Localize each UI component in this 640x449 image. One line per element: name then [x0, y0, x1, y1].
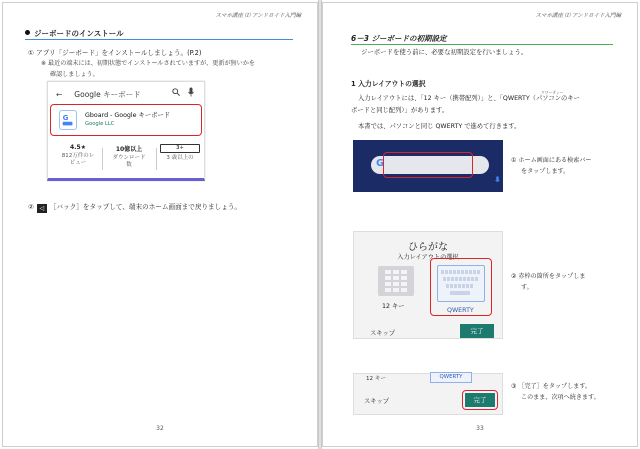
section-heading — [25, 28, 293, 40]
paragraph-line-1: 入力レイアウトには、「12 キー（携帯配列）」と、「QWERTY（パソコンのキー — [358, 95, 580, 102]
age-rating-label: 3 歳以上の — [166, 155, 194, 161]
chapter-intro: ジーボードを使う前に、必要な初期設定を行いましょう。 — [361, 48, 528, 56]
step-2-number: ② — [28, 203, 34, 211]
app-developer: Google LLC — [85, 121, 115, 127]
paragraph-2: 本書では、パソコンと同じ QWERTY で進めて行きます。 — [358, 123, 521, 130]
google-logo-icon: G — [376, 158, 385, 169]
note-line-1: ※ 最近の端末には、初期状態でインストールされていますが、更新が無いかを — [41, 60, 255, 67]
reviews-line-1: 812万件のレ — [61, 153, 95, 159]
hiragana-title: ひらがな — [408, 242, 448, 253]
qwerty-label: QWERTY — [447, 307, 474, 314]
caption-2 — [511, 271, 621, 293]
twelve-key-label: 12 キー — [366, 376, 387, 382]
home-screen-screenshot — [353, 140, 503, 192]
page-number: 33 — [476, 425, 484, 432]
subsection-title: 1 入力レイアウトの選択 — [351, 80, 426, 88]
downloads-sub-2: 数 — [126, 162, 132, 168]
rating-value: 4.5★ — [69, 144, 86, 151]
svg-text:G: G — [62, 113, 69, 122]
qwerty-label: QWERTY — [430, 372, 472, 383]
stat-divider — [156, 148, 157, 170]
gboard-app-highlight — [50, 104, 202, 136]
play-store-screenshot — [47, 81, 205, 181]
chapter-title: 6－3 ジーボードの初期設定 — [351, 33, 613, 45]
right-page — [322, 2, 638, 447]
reviews-line-2: ビュー — [69, 160, 87, 166]
left-page — [2, 2, 318, 447]
running-head: スマホ講座 ⑴ アンドロイド入門編 — [535, 13, 621, 19]
ruby-text: クワーティー — [541, 90, 564, 95]
age-rating-stat — [160, 144, 200, 162]
downloads-value: 10億以上 — [115, 146, 143, 153]
twelve-key-grid-icon — [378, 266, 414, 296]
caption-2-line-2: す。 — [521, 284, 533, 291]
caption-1-line-2: をタップします。 — [521, 168, 570, 175]
twelve-key-keyboard-preview — [378, 266, 414, 296]
done-label: 完了 — [465, 393, 495, 407]
note-line-2: 確認しましょう。 — [50, 70, 99, 78]
layout-paragraph — [351, 93, 613, 117]
done-label: 完了 — [460, 324, 494, 338]
keyboard-icon — [60, 111, 76, 129]
running-head: スマホ講座 ⑴ アンドロイド入門編 — [215, 13, 301, 19]
step-2-body: ［バック］をタップして、端末のホーム画面まで戻りましょう。 — [49, 203, 242, 211]
search-icon — [172, 88, 180, 96]
bullet-icon — [25, 30, 30, 35]
layout-select-subtitle: 入力レイアウトの選択 — [397, 254, 459, 261]
mic-icon — [495, 175, 500, 185]
app-name: Gboard - Google キーボード — [85, 112, 171, 119]
store-search-bar — [56, 89, 141, 100]
step-1-text: ① アプリ「ジーボード」をインストールしましょう。(P.2) — [28, 49, 202, 57]
page-number: 32 — [156, 425, 164, 432]
search-bar-highlight — [383, 152, 473, 178]
skip-label: スキップ — [370, 330, 396, 337]
paragraph-line-2: ボードと同じ配列）」があります。 — [351, 107, 449, 114]
gboard-app-icon — [59, 110, 77, 130]
caption-1 — [511, 155, 621, 177]
store-search-text: Google キーボード — [74, 90, 141, 99]
caption-3 — [511, 381, 621, 403]
downloads-sub-1: ダウンロード — [112, 155, 146, 161]
stat-divider — [102, 148, 103, 170]
note-text — [41, 59, 296, 80]
age-rating-badge: 3+ — [160, 144, 200, 153]
caption-1-line-1: ① ホーム画面にある検索バー — [511, 157, 592, 164]
back-key-icon: ◁ — [37, 204, 47, 213]
twelve-key-label: 12 キー — [382, 303, 405, 310]
layout-select-screenshot — [353, 231, 503, 339]
caption-3-line-2: このまま、次項へ続きます。 — [521, 394, 600, 401]
back-arrow-icon: ← — [56, 90, 63, 99]
mic-icon — [188, 87, 194, 97]
caption-3-line-1: ③ ［完了］をタップします。 — [511, 383, 592, 390]
rating-stat — [60, 144, 96, 167]
section-title: ジーボードのインストール — [34, 29, 124, 38]
done-screenshot — [353, 373, 503, 415]
downloads-stat — [108, 144, 150, 169]
caption-2-line-1: ② 赤枠の箇所をタップしま — [511, 273, 586, 280]
skip-label: スキップ — [364, 398, 390, 405]
step-2-text — [28, 201, 241, 213]
